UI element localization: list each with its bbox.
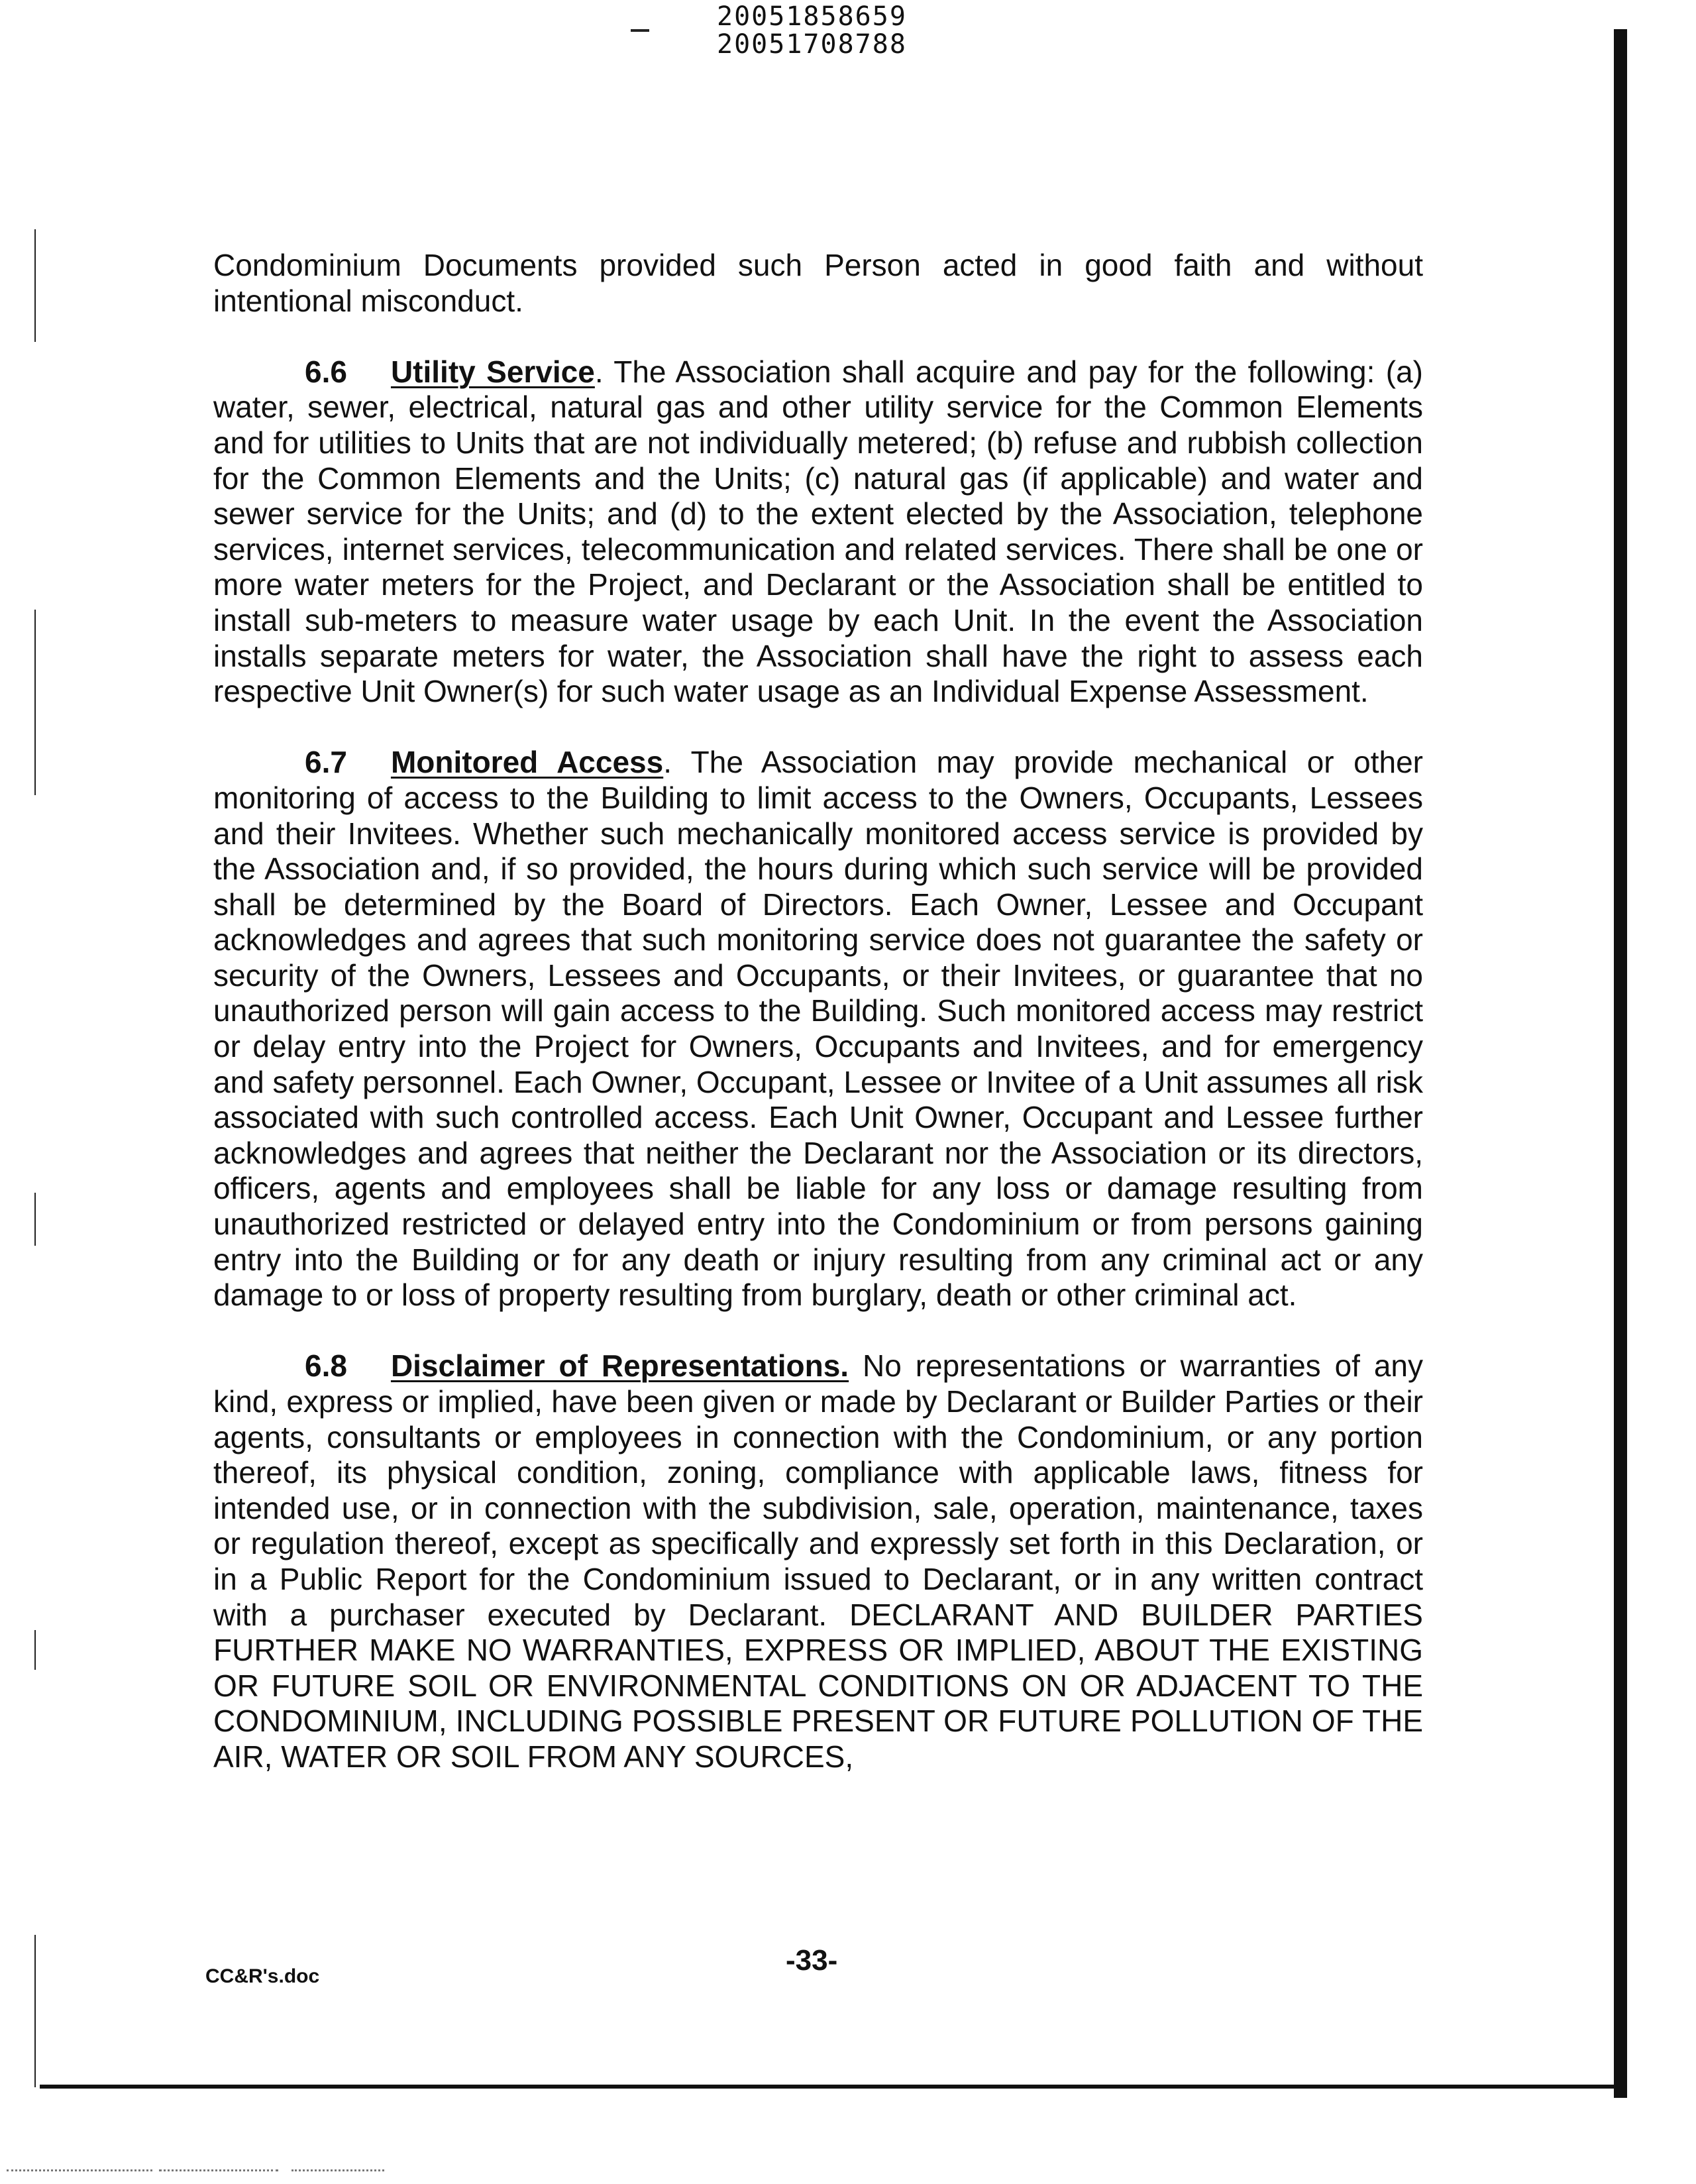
section-title-punct: . [663,745,672,780]
scan-left-mark [34,1935,36,2087]
page-number: -33- [786,1944,838,1977]
section-paragraph [213,355,1423,710]
section-paragraph [213,745,1423,1313]
scan-dots [159,2169,278,2173]
scan-dots [292,2169,384,2173]
scan-edge-bar [1614,29,1627,2098]
section-title-punct: . [594,354,604,389]
section-number: 6.7 [305,745,347,780]
scan-bottom-rule [40,2085,1623,2089]
section-title: Disclaimer of Representations. [390,1348,849,1384]
section-text: The Association shall acquire and pay for the following: (a) water, sewer, electrical, natural gas and other utility service for the Common Elements and for utilities to Units that are not individually metered; (b) refuse and rubbish collection for the Common Elements and the Units; (c) natural gas (if applicable) and water and sewer service for the Units; and (d) to the extent elected by the Association, telephone services, internet services, telecommunication and related services. There shall be one or more water meters for the Project, and Declarant or the Association shall be entitled to install sub-meters to measure water usage by each Unit. In the event the Association installs separate meters for water, the Association shall have the right to assess each respective Unit Owner(s) for such water usage as an Individual Expense Assessment. [213,354,1423,709]
scan-left-mark [34,610,36,795]
section-number: 6.6 [305,354,347,389]
section-text: The Association may provide mechanical or other monitoring of access to the Building to limit access to the Owners, Occupants, Lessees and their Invitees. Whether such mechanically monitored access service is provided by the Association and, if so provided, the hours during which such service will be provided shall be determined by the Board of Directors. Each Owner, Lessee and Occupant acknowledges and agrees that such monitoring service does not guarantee the safety or security of the Owners, Lessees and Occupants, or their Invitees, or guarantee that no unauthorized person will gain access to the Building. Such monitored access may restrict or delay entry into the Project for Owners, Occupants and Invitees, and for emergency and safety personnel. Each Owner, Occupant, Lessee or Invitee of a Unit assumes all risk associated with such controlled access. Each Unit Owner, Occupant and Lessee further acknowledges and agrees that neither the Declarant nor the Association or its directors, officers, agents and employees shall be liable for any loss or damage resulting from unauthorized restricted or delayed entry into the Condominium or from persons gaining entry into the Building or for any death or injury resulting from any criminal act or any damage to or loss of property resulting from burglary, death or other criminal act. [213,745,1423,1313]
scan-left-mark [34,229,36,342]
scan-top-dash [631,29,649,32]
section-paragraph [213,1348,1423,1774]
scan-left-mark [34,1193,36,1246]
section-number: 6.8 [305,1348,347,1384]
scan-left-mark [34,1630,36,1670]
section-title: Utility Service [390,354,595,389]
document-number: 20051858659 [717,1,907,32]
scan-dots [7,2169,152,2173]
recording-stamp [717,3,907,58]
document-body [213,248,1423,1775]
footer-file-name: CC&R's.doc [205,1965,320,1987]
section-text: No representations or warranties of any kind, express or implied, have been given or made by Declarant or Builder Parties or their agents, consultants or employees in connection with the Condominium, or any portion thereof, its physical condition, zoning, compliance with applicable laws, fitness for intended use, or in connection with the subdivision, sale, operation, maintenance, taxes or regulation thereof, except as specifically and expressly set forth in this Declaration, or in a Public Report for the Condominium issued to Declarant, or in any written contract with a purchaser executed by Declarant. DECLARANT AND BUILDER PARTIES FURTHER MAKE NO WARRANTIES, EXPRESS OR IMPLIED, ABOUT THE EXISTING OR FUTURE SOIL OR ENVIRONMENTAL CONDITIONS ON OR ADJACENT TO THE CONDOMINIUM, INCLUDING POSSIBLE PRESENT OR FUTURE POLLUTION OF THE AIR, WATER OR SOIL FROM ANY SOURCES, [213,1348,1424,1774]
continuation-paragraph: Condominium Documents provided such Person acted in good faith and without intentional misconduct. [213,248,1423,318]
section-title: Monitored Access [390,745,664,780]
document-number: 20051708788 [717,29,907,60]
